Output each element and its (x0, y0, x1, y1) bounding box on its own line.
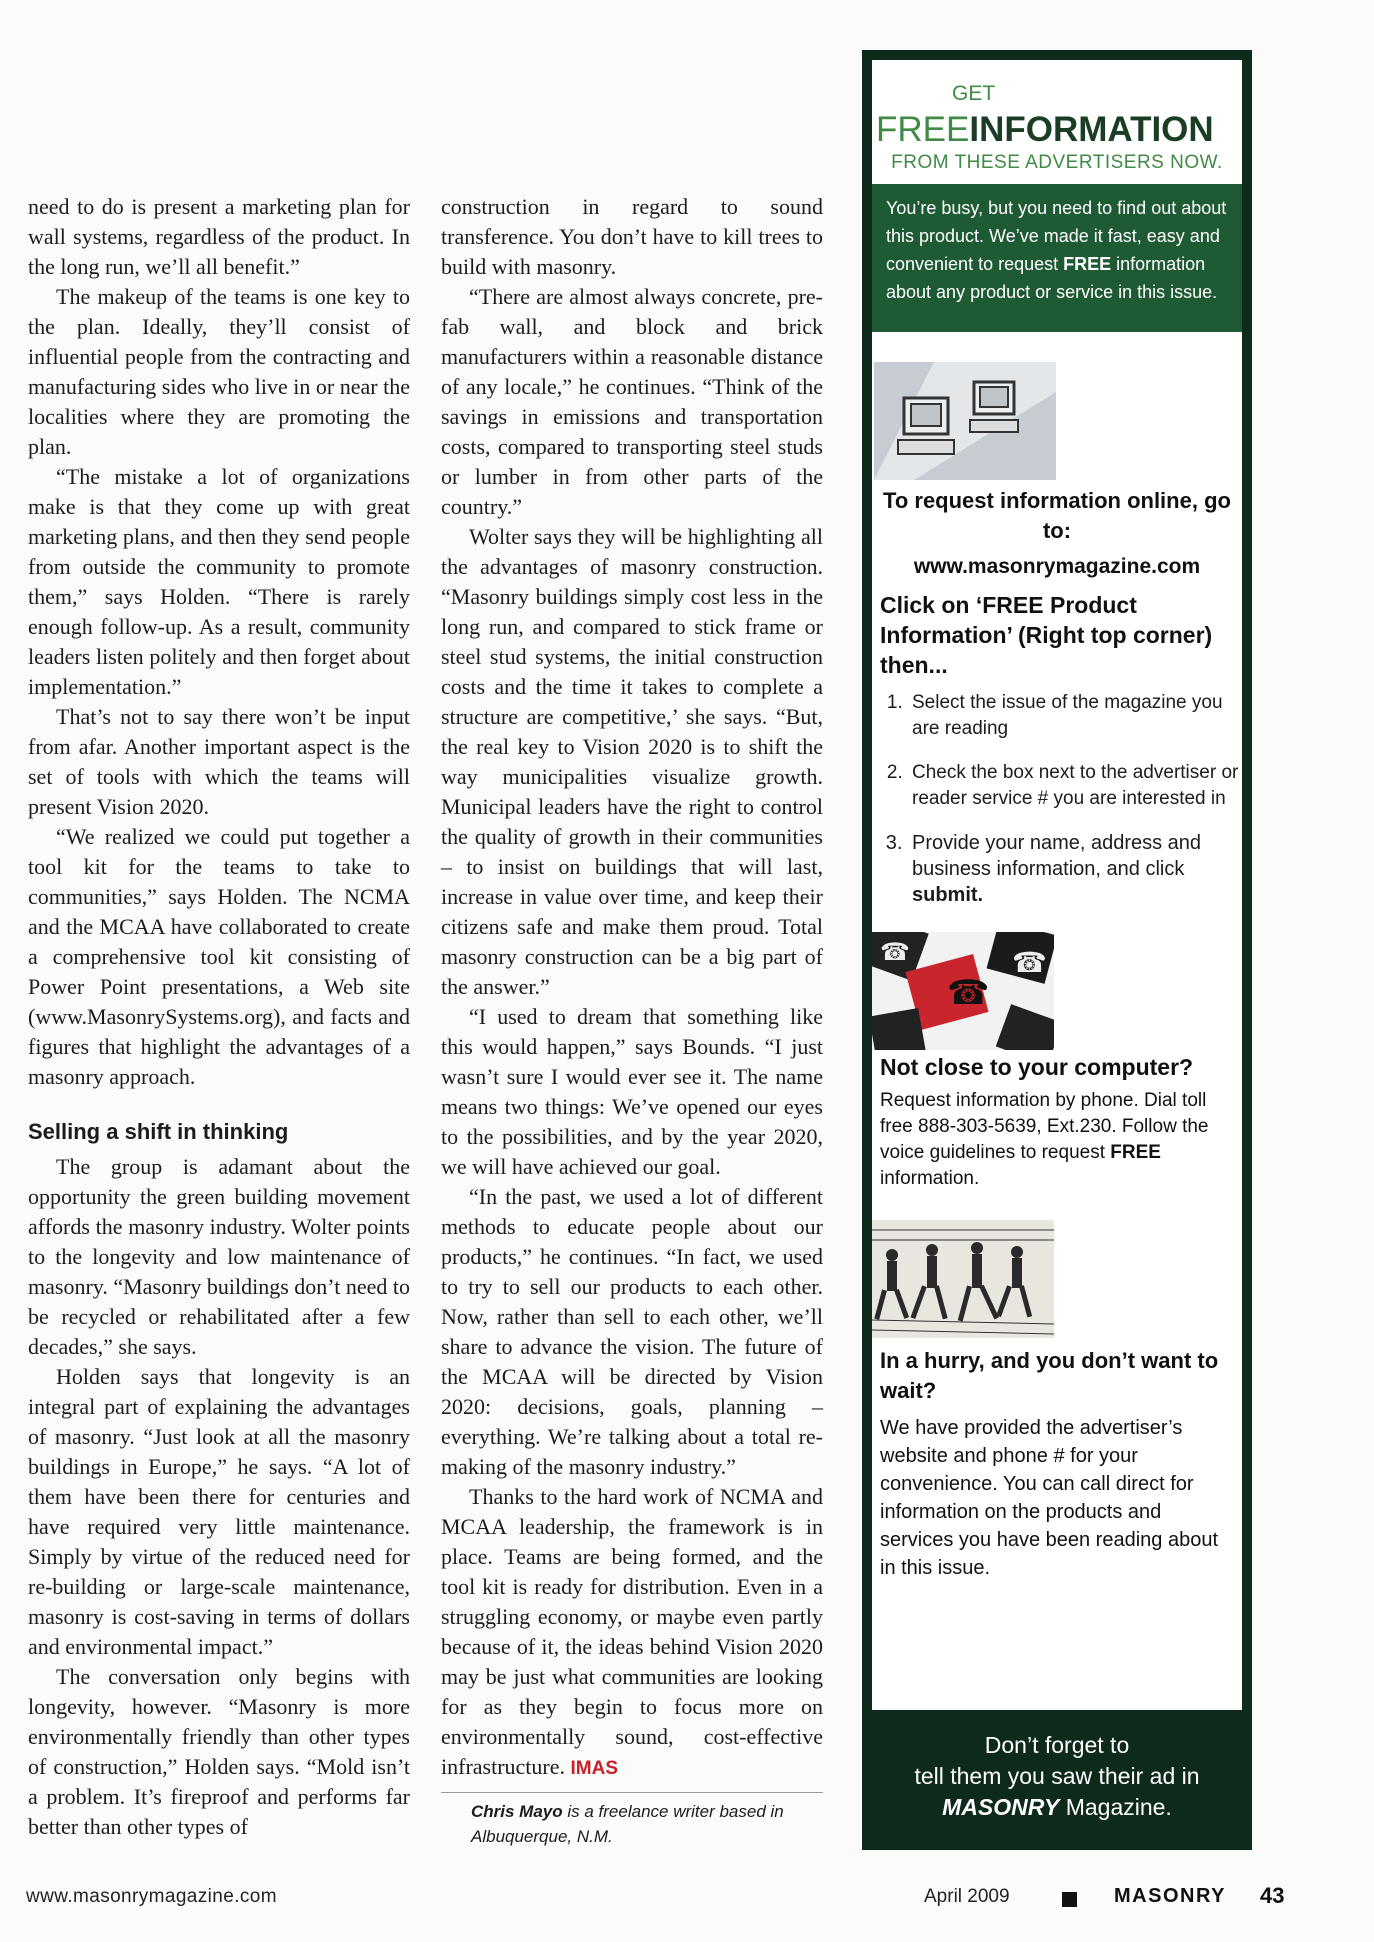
step-text: Provide your name, address and business information, and click (912, 832, 1202, 880)
paragraph: Wolter says they will be highlighting all the advantages of masonry construction. “Masonry buildings simply cost less in the long run, and compared to stick frame or steel stud systems, the initial construction costs and the time it takes to complete a structure are competitive,’ she says. “But, the real key to Vision 2020 is to shift the way municipalities visualize growth. Municipal leaders have the right to control the quality of growth in their communities – to insist on buildings that will last, increase in value over time, and keep their citizens safe and make them proud. Total masonry construction can be a big part of the answer.” (441, 524, 823, 999)
footer-text: Magazine. (1059, 1794, 1172, 1820)
computer-icon (874, 362, 1056, 480)
free-information-sidebar (862, 50, 1252, 1850)
online-url[interactable]: www.masonrymagazine.com (913, 555, 1201, 578)
phone-icon (872, 932, 1054, 1050)
end-mark: IMAS (570, 1758, 618, 1779)
paragraph: The makeup of the teams is one key to the plan. Ideally, they’ll consist of influential people from the contracting and manufacturing sides who live in or near the localities where they are promoting the plan. (28, 284, 410, 459)
paragraph: The conversation only begins with longevity, however. “Masonry is more environmentally friendly than other types of construction,” Holden says. “Mold isn’t a problem. It’s fireproof and performs far better than other types of (28, 1664, 410, 1839)
author-bio (441, 1792, 823, 1849)
hurry-heading: In a hurry, and you don’t want to wait? (880, 1348, 1219, 1403)
phone-text (872, 1088, 1242, 1192)
paragraph: “There are almost always concrete, pre-fab wall, and block and brick manufacturers within a reasonable distance of any locale,” he continues. “Think of the savings in emissions and transportation costs, compared to transporting steel studs or lumber in from other parts of the country.” (441, 284, 823, 519)
svg-text:☎: ☎ (880, 938, 910, 966)
sidebar-title (872, 110, 1242, 150)
runners-icon (872, 1220, 1054, 1338)
paragraph (441, 1482, 823, 1784)
sidebar-footer (872, 1710, 1242, 1840)
paragraph: “We realized we could put together a tool kit for the teams to take to communities,” says Holden. The NCMA and the MCAA have collaborated to create a comprehensive tool kit consisting of Power Point presentations, a Web site (www.MasonrySystems.org), and facts and figures that highlight the advantages of a masonry approach. (28, 824, 410, 1089)
phone-text-part: information. (880, 1168, 980, 1189)
footer-line: tell them you saw their ad in (914, 1763, 1200, 1789)
intro-text: You’re busy, but you need to find out about this product. We’ve made it fast, easy and convenient to request (886, 198, 1227, 274)
intro-free: FREE (1063, 254, 1112, 274)
article-column-1 (28, 192, 410, 1842)
list-item (908, 830, 1242, 908)
svg-text:☎: ☎ (947, 973, 990, 1013)
runners-image (872, 1220, 1054, 1338)
footer-square-icon (1062, 1892, 1077, 1907)
footer-line (872, 1792, 1242, 1823)
footer-date: April 2009 (924, 1886, 1010, 1907)
sidebar-from: FROM THESE ADVERTISERS NOW. (891, 152, 1223, 173)
paragraph-text: Thanks to the hard work of NCMA and MCAA leadership, the framework is in place. Teams are being formed, and the tool kit is ready for distribution. Even in a struggling economy, or maybe even partly because of it, the ideas behind Vision 2020 may be just what communities are looking for as they begin to focus more on environmentally sound, cost-effective infrastructure. (441, 1484, 823, 1779)
footer-magazine: MASONRY (942, 1794, 1060, 1820)
page-number: 43 (1260, 1883, 1285, 1908)
author-name: Chris Mayo (471, 1802, 563, 1821)
phone-free: FREE (1110, 1142, 1161, 1163)
hurry-text: We have provided the advertiser’s website and phone # for your convenience. You can call direct for information on the products and services you have been reading about in this issue. (880, 1417, 1219, 1579)
sidebar-get: GET (952, 82, 996, 105)
phones-image (872, 932, 1054, 1050)
computers-image (874, 362, 1056, 480)
paragraph: The group is adamant about the opportunity the green building movement affords the masonry industry. Wolter points to the longevity and low maintenance of masonry. “Masonry buildings don’t need to be recycled or rehabilitated after a few decades,” she says. (28, 1154, 410, 1359)
list-item: 2. Check the box next to the advertiser or reader service # you are interested in (908, 760, 1242, 812)
step-submit: submit. (912, 884, 984, 906)
paragraph: “I used to dream that something like this would happen,” says Bounds. “I just wasn’t sure I would ever see it. The name means two things: We’ve opened our eyes to the possibilities, and by the year 2020, we will have achieved our goal. (441, 1004, 823, 1179)
section-subheading: Selling a shift in thinking (28, 1119, 289, 1144)
paragraph: need to do is present a marketing plan for wall systems, regardless of the product. In the long run, we’ll all benefit.” (28, 194, 410, 279)
intro-text: information about any product or service in this issue. (886, 254, 1218, 302)
phone-heading: Not close to your computer? (880, 1054, 1194, 1080)
paragraph: That’s not to say there won’t be input from afar. Another important aspect is the set of tools with which the teams will present Vision 2020. (28, 704, 410, 819)
footer-line: Don’t forget to (984, 1732, 1130, 1758)
click-heading: Click on ‘FREE Product Information’ (Right top corner) then... (880, 592, 1213, 678)
steps-list (872, 690, 1242, 908)
paragraph: Holden says that longevity is an integral part of explaining the advantages of masonry. “Just look at all the masonry buildings in Europe,” he says. “A lot of them have been there for centuries and have required very little maintenance. Simply by virtue of the reduced need for re-building or large-scale maintenance, masonry is cost-saving in terms of dollars and environmental impact.” (28, 1364, 410, 1659)
paragraph: “In the past, we used a lot of different methods to educate people about our products,” he continues. “In fact, we used to try to sell our products to each other. Now, rather than sell to each other, we’ll share to advance the vision. The future of the MCAA will be directed by Vision 2020: decisions, goals, planning – everything. We’re talking about a total re-making of the masonry industry.” (441, 1184, 823, 1479)
author-bio-text: is a freelance writer based in Albuquerque, N.M. (471, 1802, 784, 1846)
svg-text:☎: ☎ (1012, 946, 1047, 979)
sidebar-panel (872, 60, 1242, 1840)
list-item: 1. Select the issue of the magazine you are reading (908, 690, 1242, 742)
footer-website[interactable]: www.masonrymagazine.com (26, 1886, 278, 1907)
phone-text-part: Request information by phone. Dial toll free 888-303-5639, Ext.230. Follow the voice guidelines to request (880, 1090, 1209, 1163)
footer-magazine-name: MASONRY (1114, 1885, 1226, 1907)
paragraph: “The mistake a lot of organizations make is that they come up with great marketing plans, and then they send people from outside the community to promote them,” says Holden. “There is rarely enough follow-up. As a result, community leaders listen politely and then forget about implementation.” (28, 464, 410, 699)
article-column-2 (441, 192, 823, 1849)
sidebar-title-free: FREE (876, 110, 970, 149)
online-heading: To request information online, go to: (883, 488, 1231, 543)
sidebar-title-information: INFORMATION (969, 110, 1214, 149)
paragraph: construction in regard to sound transference. You don’t have to kill trees to build with masonry. (441, 194, 823, 279)
sidebar-intro (872, 184, 1242, 332)
